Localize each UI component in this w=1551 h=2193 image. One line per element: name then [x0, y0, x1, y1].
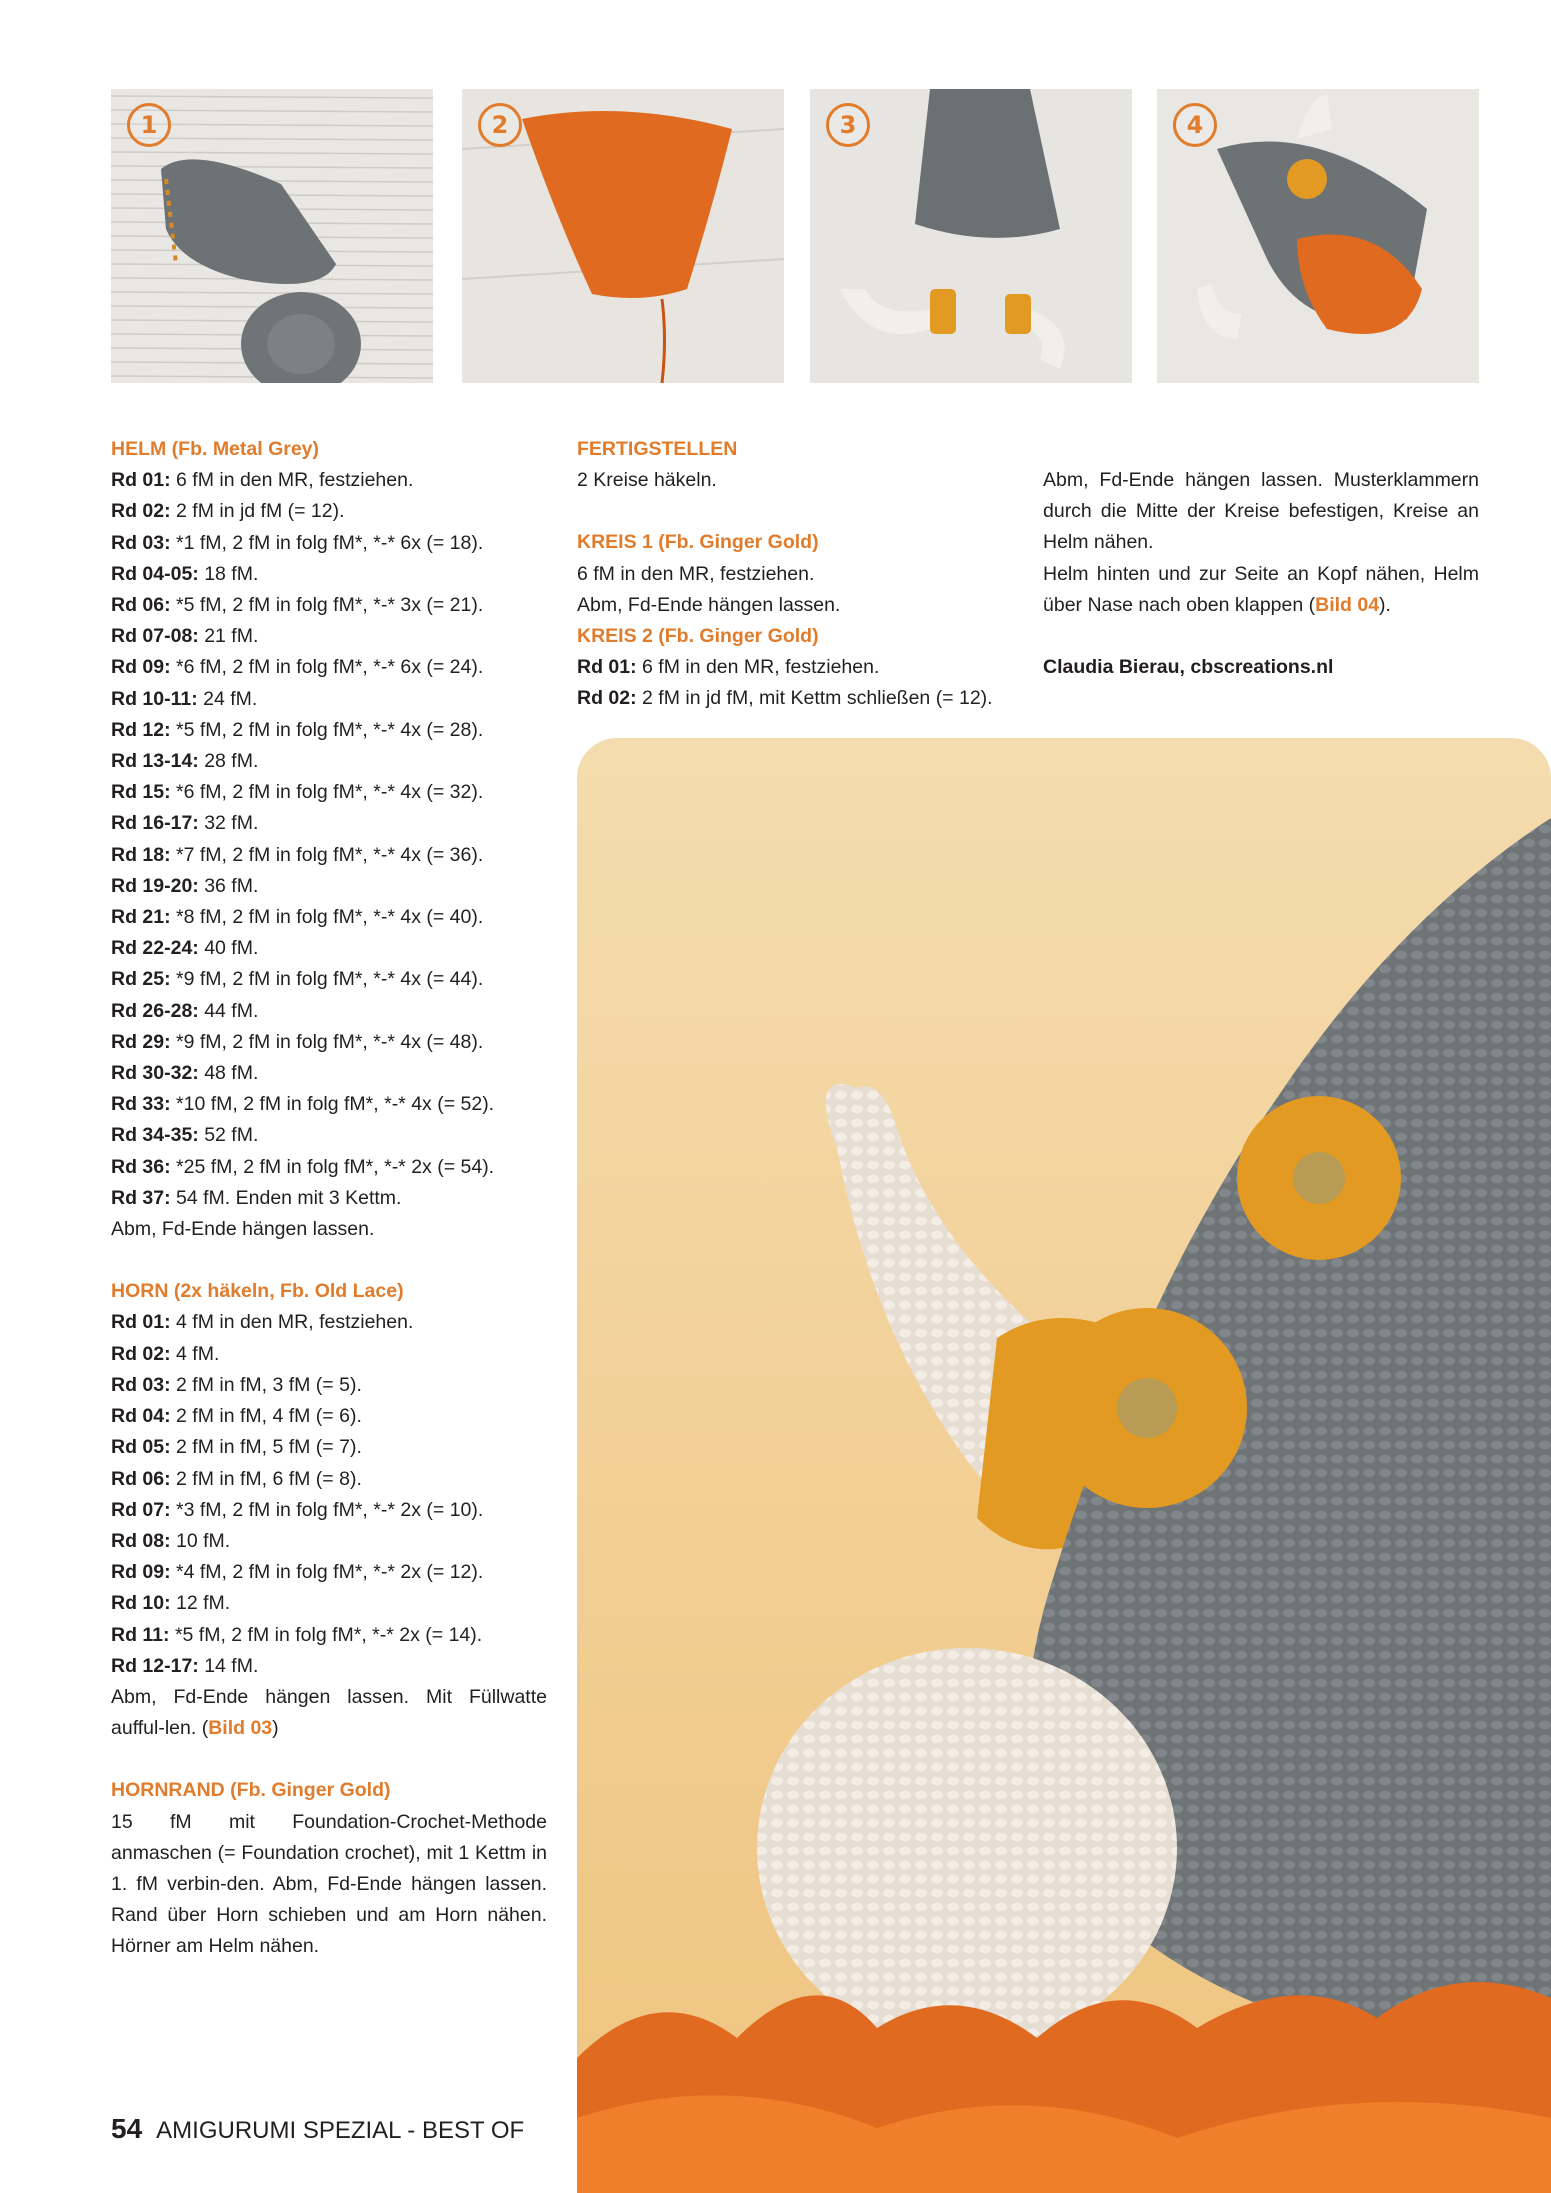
round-label: Rd 12: [111, 718, 171, 741]
round-row [111, 559, 547, 590]
main-photo-viking-hat [577, 738, 1551, 2193]
kreis1-line: 6 fM in den MR, festziehen. [577, 562, 815, 585]
round-label: Rd 01: [111, 1311, 171, 1334]
round-instruction: *10 fM, 2 fM in folg fM*, *-* 4x (= 52). [170, 1093, 495, 1116]
round-row [111, 684, 547, 715]
round-label: Rd 02: [577, 687, 637, 710]
round-label: Rd 36: [111, 1155, 171, 1178]
round-row [111, 1401, 547, 1432]
round-instruction: 28 fM. [198, 750, 259, 773]
round-row [111, 964, 547, 995]
round-label: Rd 10: [111, 1592, 171, 1615]
round-row [111, 528, 547, 559]
round-label: Rd 29: [111, 1030, 171, 1053]
round-label: Rd 37: [111, 1186, 171, 1209]
round-instruction: 14 fM. [198, 1654, 259, 1677]
round-instruction: 21 fM. [198, 625, 259, 648]
round-instruction: *4 fM, 2 fM in folg fM*, *-* 2x (= 12). [170, 1561, 484, 1584]
round-instruction: *1 fM, 2 fM in folg fM*, *-* 6x (= 18). [170, 531, 484, 554]
round-row [111, 1120, 547, 1151]
round-instruction: 24 fM. [197, 687, 258, 710]
round-instruction: *25 fM, 2 fM in folg fM*, *-* 2x (= 54). [170, 1155, 495, 1178]
right-column [1043, 465, 1479, 683]
round-row [111, 746, 547, 777]
round-label: Rd 08: [111, 1529, 171, 1552]
round-instruction: *8 fM, 2 fM in folg fM*, *-* 4x (= 40). [170, 906, 484, 929]
step-photo-3 [810, 89, 1132, 383]
round-row [111, 933, 547, 964]
round-row [111, 1588, 547, 1619]
round-instruction: *9 fM, 2 fM in folg fM*, *-* 4x (= 44). [170, 968, 484, 991]
round-label: Rd 26-28: [111, 999, 199, 1022]
round-label: Rd 12-17: [111, 1654, 199, 1677]
round-instruction: 4 fM. [170, 1342, 220, 1365]
round-row [111, 590, 547, 621]
round-label: Rd 01: [577, 656, 637, 679]
horn-end: Abm, Fd-Ende hängen lassen. Mit Füllwatte aufful-len. (Bild 03) [111, 1685, 547, 1740]
round-instruction: 12 fM. [170, 1592, 231, 1615]
section-heading-kreis-2: KREIS 2 (Fb. Ginger Gold) [577, 625, 819, 648]
section-heading-helm: HELM (Fb. Metal Grey) [111, 438, 320, 460]
round-instruction: *9 fM, 2 fM in folg fM*, *-* 4x (= 48). [170, 1030, 484, 1053]
round-label: Rd 19-20: [111, 874, 199, 897]
round-row [111, 1339, 547, 1370]
step-number-badge: 4 [1173, 103, 1217, 147]
middle-column [577, 434, 1007, 715]
step-number-badge: 1 [127, 103, 171, 147]
round-label: Rd 22-24: [111, 937, 199, 960]
kreis1-line: Abm, Fd-Ende hängen lassen. [577, 593, 841, 616]
section-heading-hornrand: HORNRAND (Fb. Ginger Gold) [111, 1779, 391, 1802]
round-row [111, 1307, 547, 1338]
round-row [111, 1183, 547, 1214]
round-row [111, 1495, 547, 1526]
round-instruction: *6 fM, 2 fM in folg fM*, *-* 4x (= 32). [170, 781, 484, 804]
round-row [111, 996, 547, 1027]
section-heading-fertigstellen: FERTIGSTELLEN [577, 438, 738, 460]
kreis2-rows [577, 652, 1007, 714]
round-row [111, 1089, 547, 1120]
round-row [111, 1557, 547, 1588]
step-photo-4 [1157, 89, 1479, 383]
round-row [111, 808, 547, 839]
round-instruction: 40 fM. [198, 937, 259, 960]
round-row [111, 465, 547, 496]
round-row [111, 1432, 547, 1463]
round-label: Rd 09: [111, 1561, 171, 1584]
round-row [111, 1651, 547, 1682]
round-label: Rd 07-08: [111, 625, 199, 648]
round-instruction: *5 fM, 2 fM in folg fM*, *-* 2x (= 14). [169, 1623, 483, 1646]
round-row [577, 652, 1007, 683]
helm-end: Abm, Fd-Ende hängen lassen. [111, 1218, 375, 1241]
round-label: Rd 16-17: [111, 812, 199, 835]
round-label: Rd 34-35: [111, 1124, 199, 1147]
round-label: Rd 04: [111, 1405, 171, 1428]
round-instruction: *5 fM, 2 fM in folg fM*, *-* 4x (= 28). [170, 718, 484, 741]
round-label: Rd 05: [111, 1436, 171, 1459]
fertigstellen-intro: 2 Kreise häkeln. [577, 469, 717, 492]
round-label: Rd 10-11: [111, 687, 198, 710]
round-instruction: *5 fM, 2 fM in folg fM*, *-* 3x (= 21). [170, 594, 484, 617]
round-row [111, 1058, 547, 1089]
round-row [111, 715, 547, 746]
round-instruction: 6 fM in den MR, festziehen. [170, 469, 414, 492]
round-instruction: 2 fM in jd fM (= 12). [170, 500, 345, 523]
image-reference: Bild 03 [208, 1717, 273, 1740]
step-photo-1 [111, 89, 433, 383]
round-instruction: *7 fM, 2 fM in folg fM*, *-* 4x (= 36). [170, 843, 484, 866]
horn-rows [111, 1307, 547, 1681]
helm-rows [111, 465, 547, 1214]
round-row [111, 1370, 547, 1401]
round-row [111, 652, 547, 683]
round-label: Rd 06: [111, 594, 171, 617]
round-label: Rd 03: [111, 531, 171, 554]
round-label: Rd 15: [111, 781, 171, 804]
round-label: Rd 21: [111, 906, 171, 929]
round-row [111, 871, 547, 902]
section-heading-kreis-1: KREIS 1 (Fb. Ginger Gold) [577, 531, 819, 554]
round-instruction: 2 fM in fM, 5 fM (= 7). [170, 1436, 362, 1459]
hornrand-text: 15 fM mit Foundation-Crochet-Methode anmaschen (= Foundation crochet), mit 1 Kettm in 1. fM verbin-den. Abm, Fd-Ende hängen lassen. Rand über Horn schieben und am Horn nähen. Hörner am Helm nähen. [111, 1810, 547, 1958]
round-instruction: 2 fM in fM, 4 fM (= 6). [170, 1405, 362, 1428]
step-number-badge: 2 [478, 103, 522, 147]
round-label: Rd 06: [111, 1467, 171, 1490]
page-footer [111, 2111, 524, 2149]
round-instruction: 4 fM in den MR, festziehen. [170, 1311, 414, 1334]
round-label: Rd 03: [111, 1373, 171, 1396]
round-label: Rd 25: [111, 968, 171, 991]
finishing-text-2: Helm hinten und zur Seite an Kopf nähen, Helm über Nase nach oben klappen (Bild 04). [1043, 562, 1479, 616]
round-instruction: 6 fM in den MR, festziehen. [636, 656, 880, 679]
round-row [111, 1526, 547, 1557]
round-instruction: 52 fM. [198, 1124, 259, 1147]
designer-credit: Claudia Bierau, cbscreations.nl [1043, 656, 1334, 679]
round-instruction: 2 fM in fM, 6 fM (= 8). [170, 1467, 362, 1490]
round-instruction: 2 fM in fM, 3 fM (= 5). [170, 1373, 362, 1396]
round-row [111, 902, 547, 933]
finishing-text: Abm, Fd-Ende hängen lassen. Musterklammern durch die Mitte der Kreise befestigen, Kreise an Helm nähen. [1043, 469, 1479, 554]
magazine-title: AMIGURUMI SPEZIAL - BEST OF [156, 2117, 525, 2144]
round-label: Rd 18: [111, 843, 171, 866]
round-row [111, 1027, 547, 1058]
round-label: Rd 33: [111, 1093, 171, 1116]
round-label: Rd 02: [111, 1342, 171, 1365]
step-photo-2 [462, 89, 784, 383]
round-instruction: 10 fM. [170, 1529, 231, 1552]
round-instruction: 54 fM. Enden mit 3 Kettm. [170, 1186, 402, 1209]
left-column [111, 434, 547, 1963]
round-row [111, 777, 547, 808]
round-label: Rd 07: [111, 1498, 171, 1521]
round-label: Rd 30-32: [111, 1062, 199, 1085]
round-row [111, 1620, 547, 1651]
round-instruction: 2 fM in jd fM, mit Kettm schließen (= 12). [636, 687, 993, 710]
round-label: Rd 11: [111, 1623, 170, 1646]
round-label: Rd 02: [111, 500, 171, 523]
step-number-badge: 3 [826, 103, 870, 147]
round-row [577, 683, 1007, 714]
round-instruction: *6 fM, 2 fM in folg fM*, *-* 6x (= 24). [170, 656, 484, 679]
round-row [111, 840, 547, 871]
section-heading-horn: HORN (2x häkeln, Fb. Old Lace) [111, 1280, 404, 1303]
round-label: Rd 09: [111, 656, 171, 679]
round-row [111, 496, 547, 527]
round-row [111, 1464, 547, 1495]
round-row [111, 1152, 547, 1183]
round-label: Rd 04-05: [111, 562, 199, 585]
page-number: 54 [111, 2113, 143, 2144]
round-label: Rd 01: [111, 469, 171, 492]
round-instruction: *3 fM, 2 fM in folg fM*, *-* 2x (= 10). [170, 1498, 484, 1521]
round-instruction: 36 fM. [198, 874, 259, 897]
round-instruction: 48 fM. [198, 1062, 259, 1085]
round-row [111, 621, 547, 652]
round-instruction: 18 fM. [198, 562, 259, 585]
round-instruction: 44 fM. [198, 999, 259, 1022]
image-reference: Bild 04 [1315, 593, 1380, 616]
round-instruction: 32 fM. [198, 812, 259, 835]
round-label: Rd 13-14: [111, 750, 199, 773]
